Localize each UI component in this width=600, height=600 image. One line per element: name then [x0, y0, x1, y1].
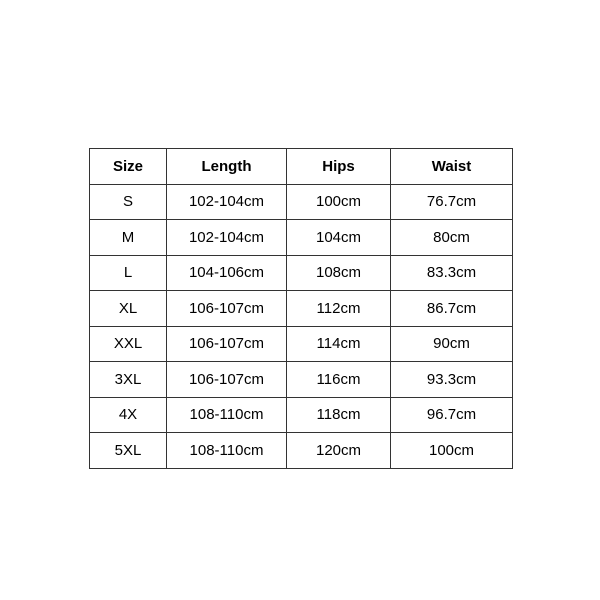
table-row	[90, 397, 513, 433]
cell-hips: 118cm	[287, 397, 391, 433]
cell-hips: 120cm	[287, 433, 391, 469]
cell-waist: 80cm	[391, 220, 513, 256]
cell-waist: 96.7cm	[391, 397, 513, 433]
cell-waist: 93.3cm	[391, 362, 513, 398]
cell-size: XL	[90, 291, 167, 327]
table-row	[90, 220, 513, 256]
cell-waist: 76.7cm	[391, 184, 513, 220]
cell-waist: 83.3cm	[391, 255, 513, 291]
cell-size: 5XL	[90, 433, 167, 469]
cell-hips: 116cm	[287, 362, 391, 398]
cell-length: 108-110cm	[167, 433, 287, 469]
cell-length: 106-107cm	[167, 291, 287, 327]
cell-waist: 90cm	[391, 326, 513, 362]
size-chart-table	[89, 148, 513, 469]
header-size: Size	[90, 149, 167, 185]
cell-size: S	[90, 184, 167, 220]
cell-waist: 86.7cm	[391, 291, 513, 327]
cell-length: 104-106cm	[167, 255, 287, 291]
cell-length: 106-107cm	[167, 326, 287, 362]
cell-waist: 100cm	[391, 433, 513, 469]
cell-length: 102-104cm	[167, 184, 287, 220]
header-waist: Waist	[391, 149, 513, 185]
table-row	[90, 255, 513, 291]
cell-hips: 100cm	[287, 184, 391, 220]
cell-size: 4X	[90, 397, 167, 433]
cell-hips: 114cm	[287, 326, 391, 362]
cell-hips: 104cm	[287, 220, 391, 256]
table-row	[90, 362, 513, 398]
cell-size: M	[90, 220, 167, 256]
table-row	[90, 291, 513, 327]
table-row	[90, 184, 513, 220]
cell-length: 108-110cm	[167, 397, 287, 433]
header-length: Length	[167, 149, 287, 185]
table-row	[90, 433, 513, 469]
table-header-row	[90, 149, 513, 185]
cell-size: XXL	[90, 326, 167, 362]
cell-size: 3XL	[90, 362, 167, 398]
cell-hips: 112cm	[287, 291, 391, 327]
header-hips: Hips	[287, 149, 391, 185]
cell-size: L	[90, 255, 167, 291]
table-row	[90, 326, 513, 362]
cell-length: 106-107cm	[167, 362, 287, 398]
cell-hips: 108cm	[287, 255, 391, 291]
cell-length: 102-104cm	[167, 220, 287, 256]
